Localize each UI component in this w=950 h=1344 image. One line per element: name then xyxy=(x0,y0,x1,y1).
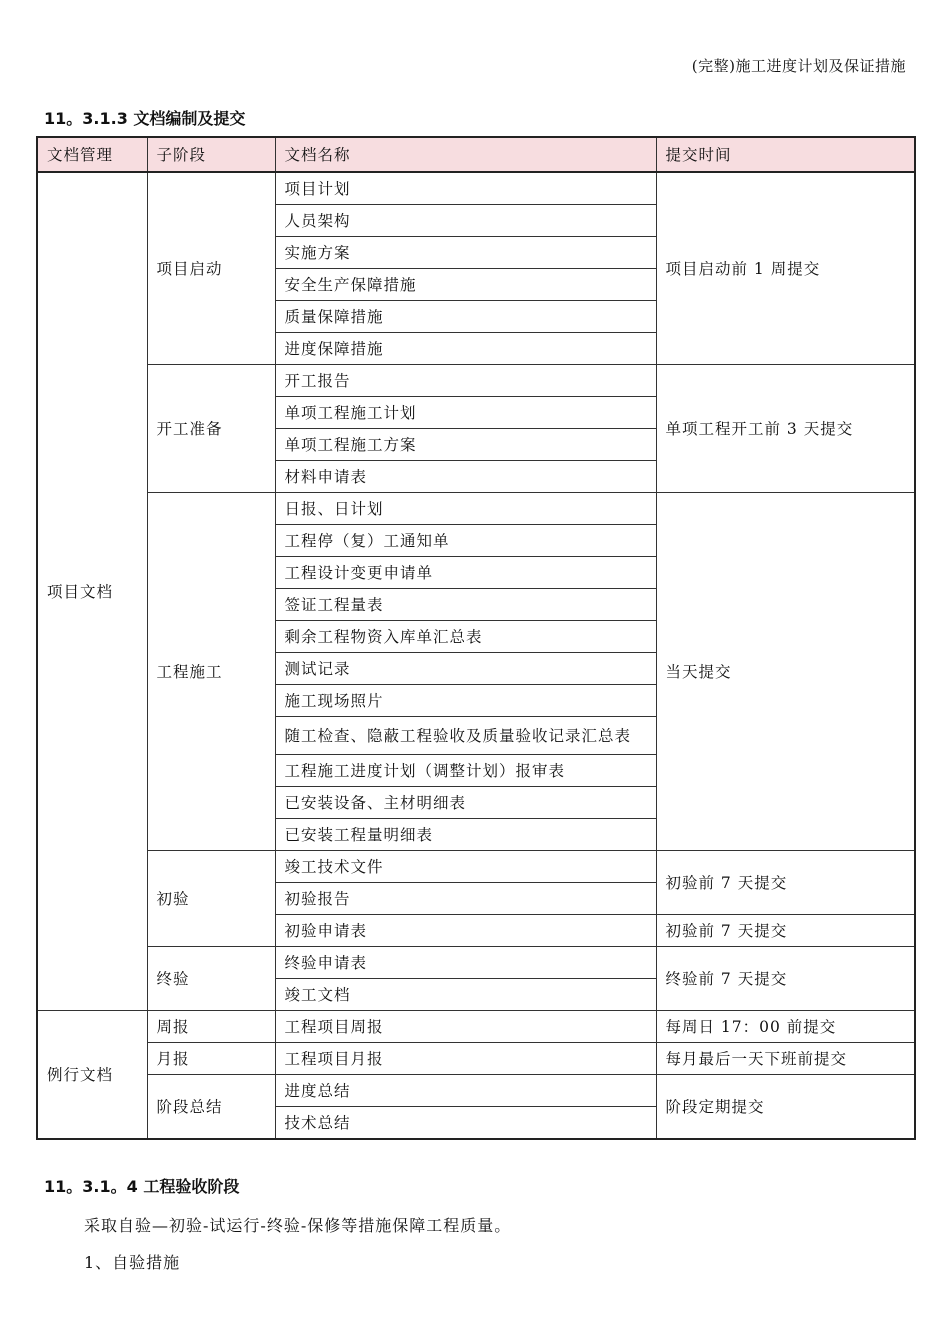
header-sub-stage: 子阶段 xyxy=(147,137,275,172)
header-doc-name: 文档名称 xyxy=(275,137,656,172)
paragraph-acceptance-measures: 采取自验—初验-试运行-终验-保修等措施保障工程质量。 xyxy=(84,1216,512,1235)
submit-time-final: 终验前 7 天提交 xyxy=(656,947,915,1011)
stage-summary: 阶段总结 xyxy=(147,1075,275,1140)
submit-time-weekly: 每周日 17：00 前提交 xyxy=(656,1011,915,1043)
submit-time-monthly: 每月最后一天下班前提交 xyxy=(656,1043,915,1075)
doc-name-cell: 开工报告 xyxy=(275,365,656,397)
doc-name-cell: 进度总结 xyxy=(275,1075,656,1107)
doc-name-cell: 竣工技术文件 xyxy=(275,851,656,883)
doc-name-cell: 测试记录 xyxy=(275,653,656,685)
doc-name-cell: 签证工程量表 xyxy=(275,589,656,621)
table-row xyxy=(37,365,915,397)
stage-construction: 工程施工 xyxy=(147,493,275,851)
doc-name-cell: 终验申请表 xyxy=(275,947,656,979)
section-heading-document-submission: 11。3.1.3 文档编制及提交 xyxy=(44,109,246,128)
doc-name-cell: 技术总结 xyxy=(275,1107,656,1140)
doc-name-cell: 已安装工程量明细表 xyxy=(275,819,656,851)
category-project-docs: 项目文档 xyxy=(37,172,147,1011)
doc-name-cell: 随工检查、隐蔽工程验收及质量验收记录汇总表 xyxy=(275,717,656,755)
stage-weekly: 周报 xyxy=(147,1011,275,1043)
doc-name-cell: 单项工程施工方案 xyxy=(275,429,656,461)
document-header-title: (完整)施工进度计划及保证措施 xyxy=(691,57,906,75)
header-submit-time: 提交时间 xyxy=(656,137,915,172)
header-doc-management: 文档管理 xyxy=(37,137,147,172)
doc-name-cell: 已安装设备、主材明细表 xyxy=(275,787,656,819)
submit-time-summary: 阶段定期提交 xyxy=(656,1075,915,1140)
table-row xyxy=(37,1011,915,1043)
table-row xyxy=(37,947,915,979)
doc-name-cell: 人员架构 xyxy=(275,205,656,237)
category-routine-docs: 例行文档 xyxy=(37,1011,147,1140)
paragraph-self-inspection: 1、自验措施 xyxy=(84,1253,181,1272)
doc-name-cell: 项目计划 xyxy=(275,172,656,205)
stage-initial-acceptance: 初验 xyxy=(147,851,275,947)
submit-time-construction: 当天提交 xyxy=(656,493,915,851)
doc-name-cell: 工程施工进度计划（调整计划）报审表 xyxy=(275,755,656,787)
submit-time-kickoff: 项目启动前 1 周提交 xyxy=(656,172,915,365)
submit-time-initial-b: 初验前 7 天提交 xyxy=(656,915,915,947)
table-row xyxy=(37,1075,915,1107)
stage-monthly: 月报 xyxy=(147,1043,275,1075)
doc-name-cell: 材料申请表 xyxy=(275,461,656,493)
doc-name-cell: 质量保障措施 xyxy=(275,301,656,333)
doc-name-cell: 进度保障措施 xyxy=(275,333,656,365)
stage-prep: 开工准备 xyxy=(147,365,275,493)
doc-name-cell: 施工现场照片 xyxy=(275,685,656,717)
table-header-row xyxy=(37,137,915,172)
doc-name-cell: 初验报告 xyxy=(275,883,656,915)
stage-final-acceptance: 终验 xyxy=(147,947,275,1011)
document-submission-table-wrapper xyxy=(36,136,914,1140)
table-row xyxy=(37,493,915,525)
doc-name-cell: 安全生产保障措施 xyxy=(275,269,656,301)
submit-time-initial-a: 初验前 7 天提交 xyxy=(656,851,915,915)
doc-name-cell: 工程项目月报 xyxy=(275,1043,656,1075)
doc-name-cell: 单项工程施工计划 xyxy=(275,397,656,429)
section-heading-acceptance-stage: 11。3.1。4 工程验收阶段 xyxy=(44,1177,240,1196)
document-submission-table xyxy=(36,136,916,1140)
doc-name-cell: 工程项目周报 xyxy=(275,1011,656,1043)
table-row xyxy=(37,1043,915,1075)
submit-time-prep: 单项工程开工前 3 天提交 xyxy=(656,365,915,493)
doc-name-cell: 工程设计变更申请单 xyxy=(275,557,656,589)
table-row xyxy=(37,172,915,205)
doc-name-cell: 日报、日计划 xyxy=(275,493,656,525)
stage-kickoff: 项目启动 xyxy=(147,172,275,365)
doc-name-cell: 工程停（复）工通知单 xyxy=(275,525,656,557)
table-row xyxy=(37,851,915,883)
doc-name-cell: 初验申请表 xyxy=(275,915,656,947)
doc-name-cell: 剩余工程物资入库单汇总表 xyxy=(275,621,656,653)
doc-name-cell: 实施方案 xyxy=(275,237,656,269)
doc-name-cell: 竣工文档 xyxy=(275,979,656,1011)
